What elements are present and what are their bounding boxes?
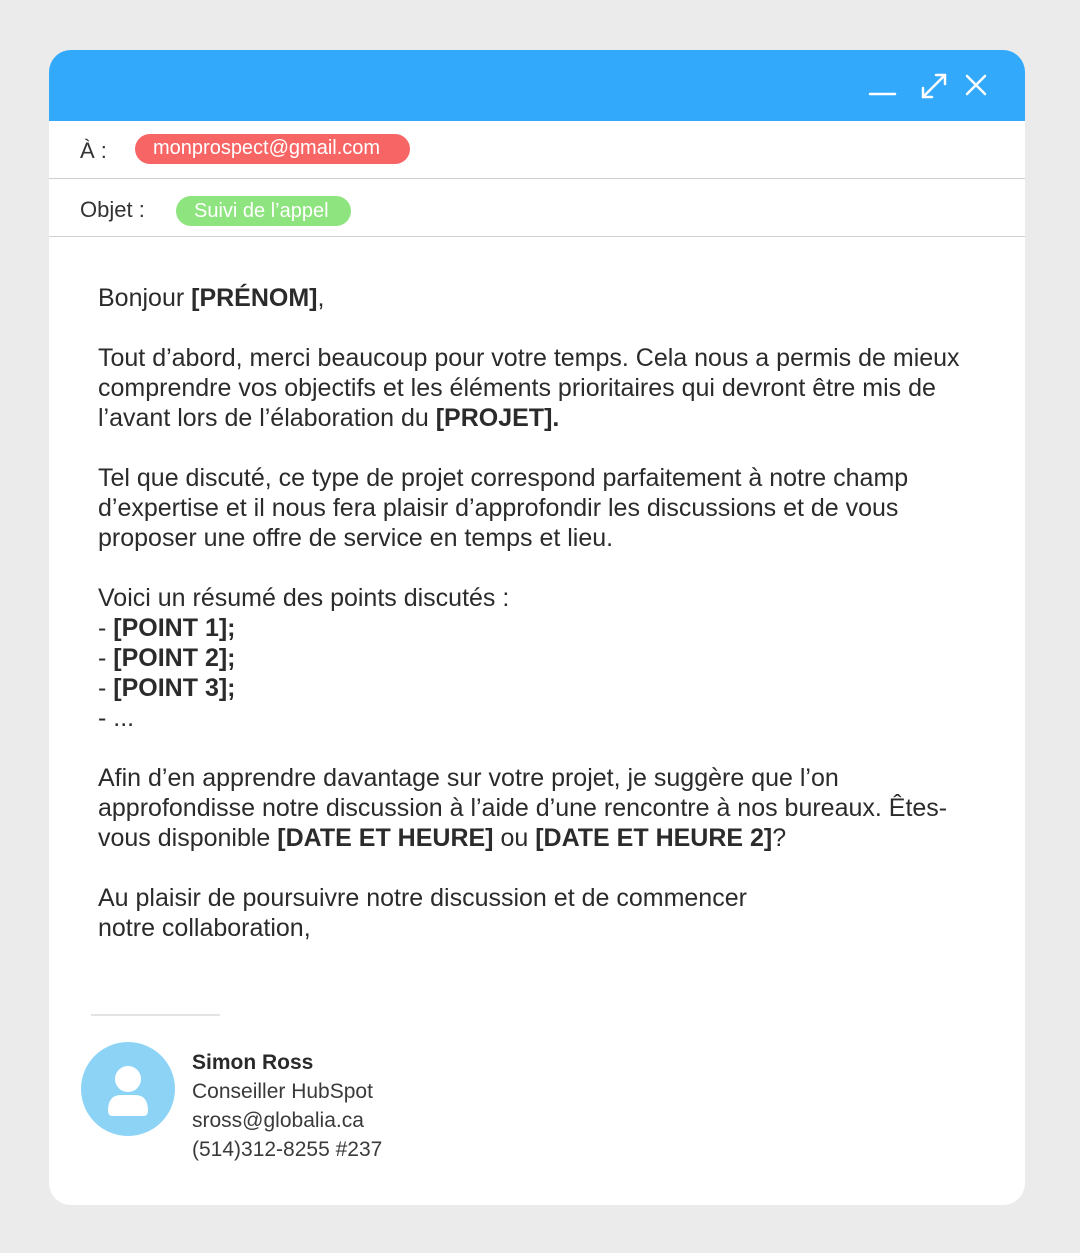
- recipient-row: [49, 121, 1025, 179]
- avatar: [81, 1042, 175, 1136]
- subject-row: [49, 179, 1025, 237]
- email-compose-window: [49, 50, 1025, 1205]
- signature-name: Simon Ross: [192, 1051, 314, 1074]
- title-bar: [49, 50, 1025, 121]
- greeting: Bonjour [PRÉNOM],: [98, 284, 325, 312]
- user-avatar-icon: [81, 1042, 175, 1136]
- closing: Au plaisir de poursuivre notre discussion et de commencer notre collaboration,: [98, 884, 747, 942]
- date-placeholder-2: [DATE ET HEURE 2]: [535, 824, 773, 852]
- signature-divider: [91, 1014, 220, 1016]
- signature-phone: (514)312-8255 #237: [192, 1138, 383, 1161]
- maximize-icon: [916, 68, 952, 104]
- subject-label: Objet :: [80, 197, 145, 222]
- summary-intro: Voici un résumé des points discutés :: [98, 584, 510, 612]
- list-item: - [POINT 2];: [98, 644, 236, 672]
- project-placeholder: [PROJET].: [435, 404, 560, 432]
- subject-chip[interactable]: Suivi de l’appel: [176, 196, 351, 226]
- list-item: - [POINT 1];: [98, 614, 236, 642]
- paragraph-meeting: Afin d’en apprendre davantage sur votre projet, je suggère que l’on approfondisse notre discussion à l’aide d’une rencontre à nos bureaux. Êtes-vous disponible [DATE ET HEURE] ou [DATE ET HEURE 2]?: [98, 764, 948, 852]
- list-item: - [POINT 3];: [98, 674, 236, 702]
- close-button[interactable]: [958, 68, 994, 104]
- minimize-button[interactable]: [865, 68, 901, 104]
- greeting-name-placeholder: [PRÉNOM]: [191, 284, 318, 312]
- signature-block: [192, 1048, 382, 1164]
- paragraph-expertise: Tel que discuté, ce type de projet correspond parfaitement à notre champ d’expertise et il nous fera plaisir d’approfondir les discussions et de vous proposer une offre de service en temps et lieu.: [98, 464, 909, 552]
- recipient-chip[interactable]: monprospect@gmail.com: [135, 134, 410, 164]
- list-item-more: - ...: [98, 704, 135, 732]
- close-icon: [958, 68, 994, 104]
- minimize-icon: [865, 68, 901, 104]
- paragraph-thanks: Tout d’abord, merci beaucoup pour votre temps. Cela nous a permis de mieux comprendre vos objectifs et les éléments prioritaires qui devront être mis de l’avant lors de l’élaboration du [PROJET].: [98, 344, 960, 432]
- signature-title: Conseiller HubSpot: [192, 1080, 373, 1103]
- maximize-button[interactable]: [916, 68, 952, 104]
- email-body[interactable]: [98, 283, 978, 943]
- date-placeholder-1: [DATE ET HEURE]: [277, 824, 494, 852]
- signature-email[interactable]: sross@globalia.ca: [192, 1109, 364, 1132]
- recipient-label: À :: [80, 138, 107, 163]
